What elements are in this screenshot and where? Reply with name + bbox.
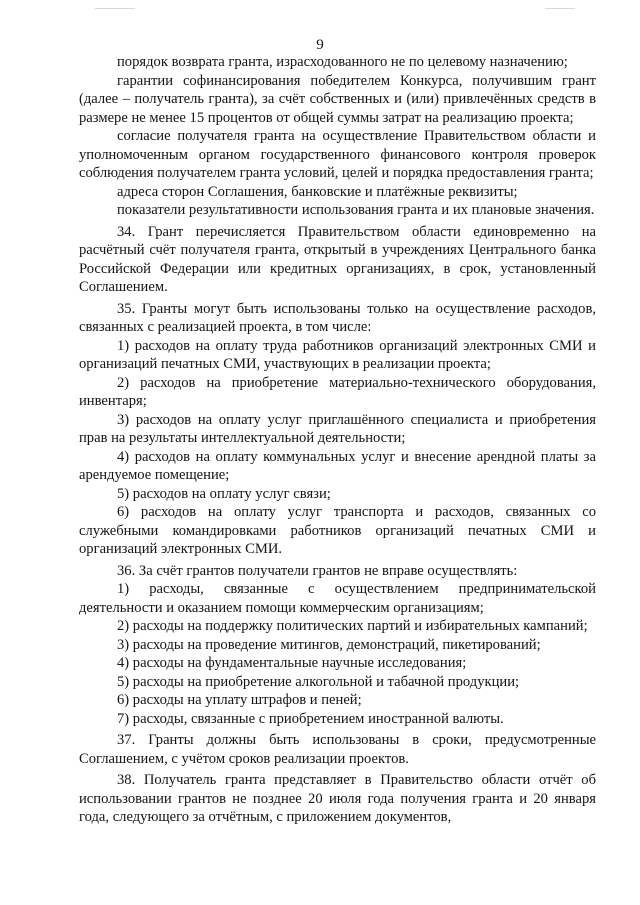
paragraph-cofinancing: гарантии софинансирования победителем Конкурса, получившим грант (далее – получатель гранта), за счёт собственных и (или) привлечённых средств в размере не менее 15 процентов от общей суммы затрат на реализацию проекта;: [79, 72, 596, 126]
list-item-36-2: 2) расходы на поддержку политических партий и избирательных кампаний;: [117, 618, 588, 634]
list-item-35-2: 2) расходов на приобретение материально-технического оборудования, инвентаря;: [79, 374, 596, 409]
paragraph-37: 37. Гранты должны быть использованы в сроки, предусмотренные Соглашением, с учётом сроков реализации проектов.: [79, 732, 596, 767]
paragraph-return-order: порядок возврата гранта, израсходованного не по целевому назначению;: [117, 54, 568, 70]
list-item-35-5: 5) расходов на оплату услуг связи;: [117, 485, 331, 502]
document-body: [79, 53, 596, 827]
list-item-35-3: 3) расходов на оплату услуг приглашённого специалиста и приобретения прав на результаты интеллектуальной деятельности;: [79, 411, 596, 446]
paragraph-indicators: показатели результативности использования гранта и их плановые значения.: [117, 202, 595, 218]
paragraph-36: 36. За счёт грантов получатели грантов не вправе осуществлять:: [117, 562, 518, 579]
list-item-36-7: 7) расходы, связанные с приобретением иностранной валюты.: [117, 710, 504, 727]
paragraph-34: 34. Грант перечисляется Правительством области единовременно на расчётный счёт получателя гранта, открытый в учреждениях Центрального банка Российской Федерации или кредитных организациях, в срок, установленный Соглашением.: [79, 223, 596, 295]
list-item-36-4: 4) расходы на фундаментальные научные исследования;: [117, 655, 467, 671]
scan-artifact: [545, 8, 575, 9]
list-item-36-1: 1) расходы, связанные с осуществлением предпринимательской деятельности и оказанием помощи коммерческим организациям;: [79, 581, 596, 616]
paragraph-35: 35. Гранты могут быть использованы только на осуществление расходов, связанных с реализацией проекта, в том числе:: [79, 300, 596, 335]
paragraph-38: 38. Получатель гранта представляет в Правительство области отчёт об использовании грантов не позднее 20 июля года получения гранта и 20 января года, следующего за отчётным, с приложением документов,: [79, 772, 596, 825]
list-item-35-1: 1) расходов на оплату труда работников организаций электронных СМИ и организаций печатных СМИ, участвующих в реализации проекта;: [79, 337, 596, 372]
paragraph-addresses: адреса сторон Соглашения, банковские и платёжные реквизиты;: [117, 183, 518, 200]
list-item-35-6: 6) расходов на оплату услуг транспорта и расходов, связанных со служебными командировками работников организаций печатных СМИ и организаций электронных СМИ.: [79, 504, 596, 557]
scan-artifact: [95, 8, 135, 9]
page-number: 9: [316, 37, 324, 53]
paragraph-control-consent: согласие получателя гранта на осуществление Правительством области и уполномоченным органом государственного финансового контроля проверок соблюдения получателем гранта условий, целей и порядка предоставления гранта;: [79, 128, 596, 181]
list-item-36-3: 3) расходы на проведение митингов, демонстраций, пикетирований;: [117, 636, 541, 653]
list-item-36-6: 6) расходы на уплату штрафов и пеней;: [117, 692, 362, 708]
list-item-36-5: 5) расходы на приобретение алкогольной и табачной продукции;: [117, 673, 520, 690]
list-item-35-4: 4) расходов на оплату коммунальных услуг и внесение арендной платы за арендуемое помещение;: [79, 448, 596, 483]
